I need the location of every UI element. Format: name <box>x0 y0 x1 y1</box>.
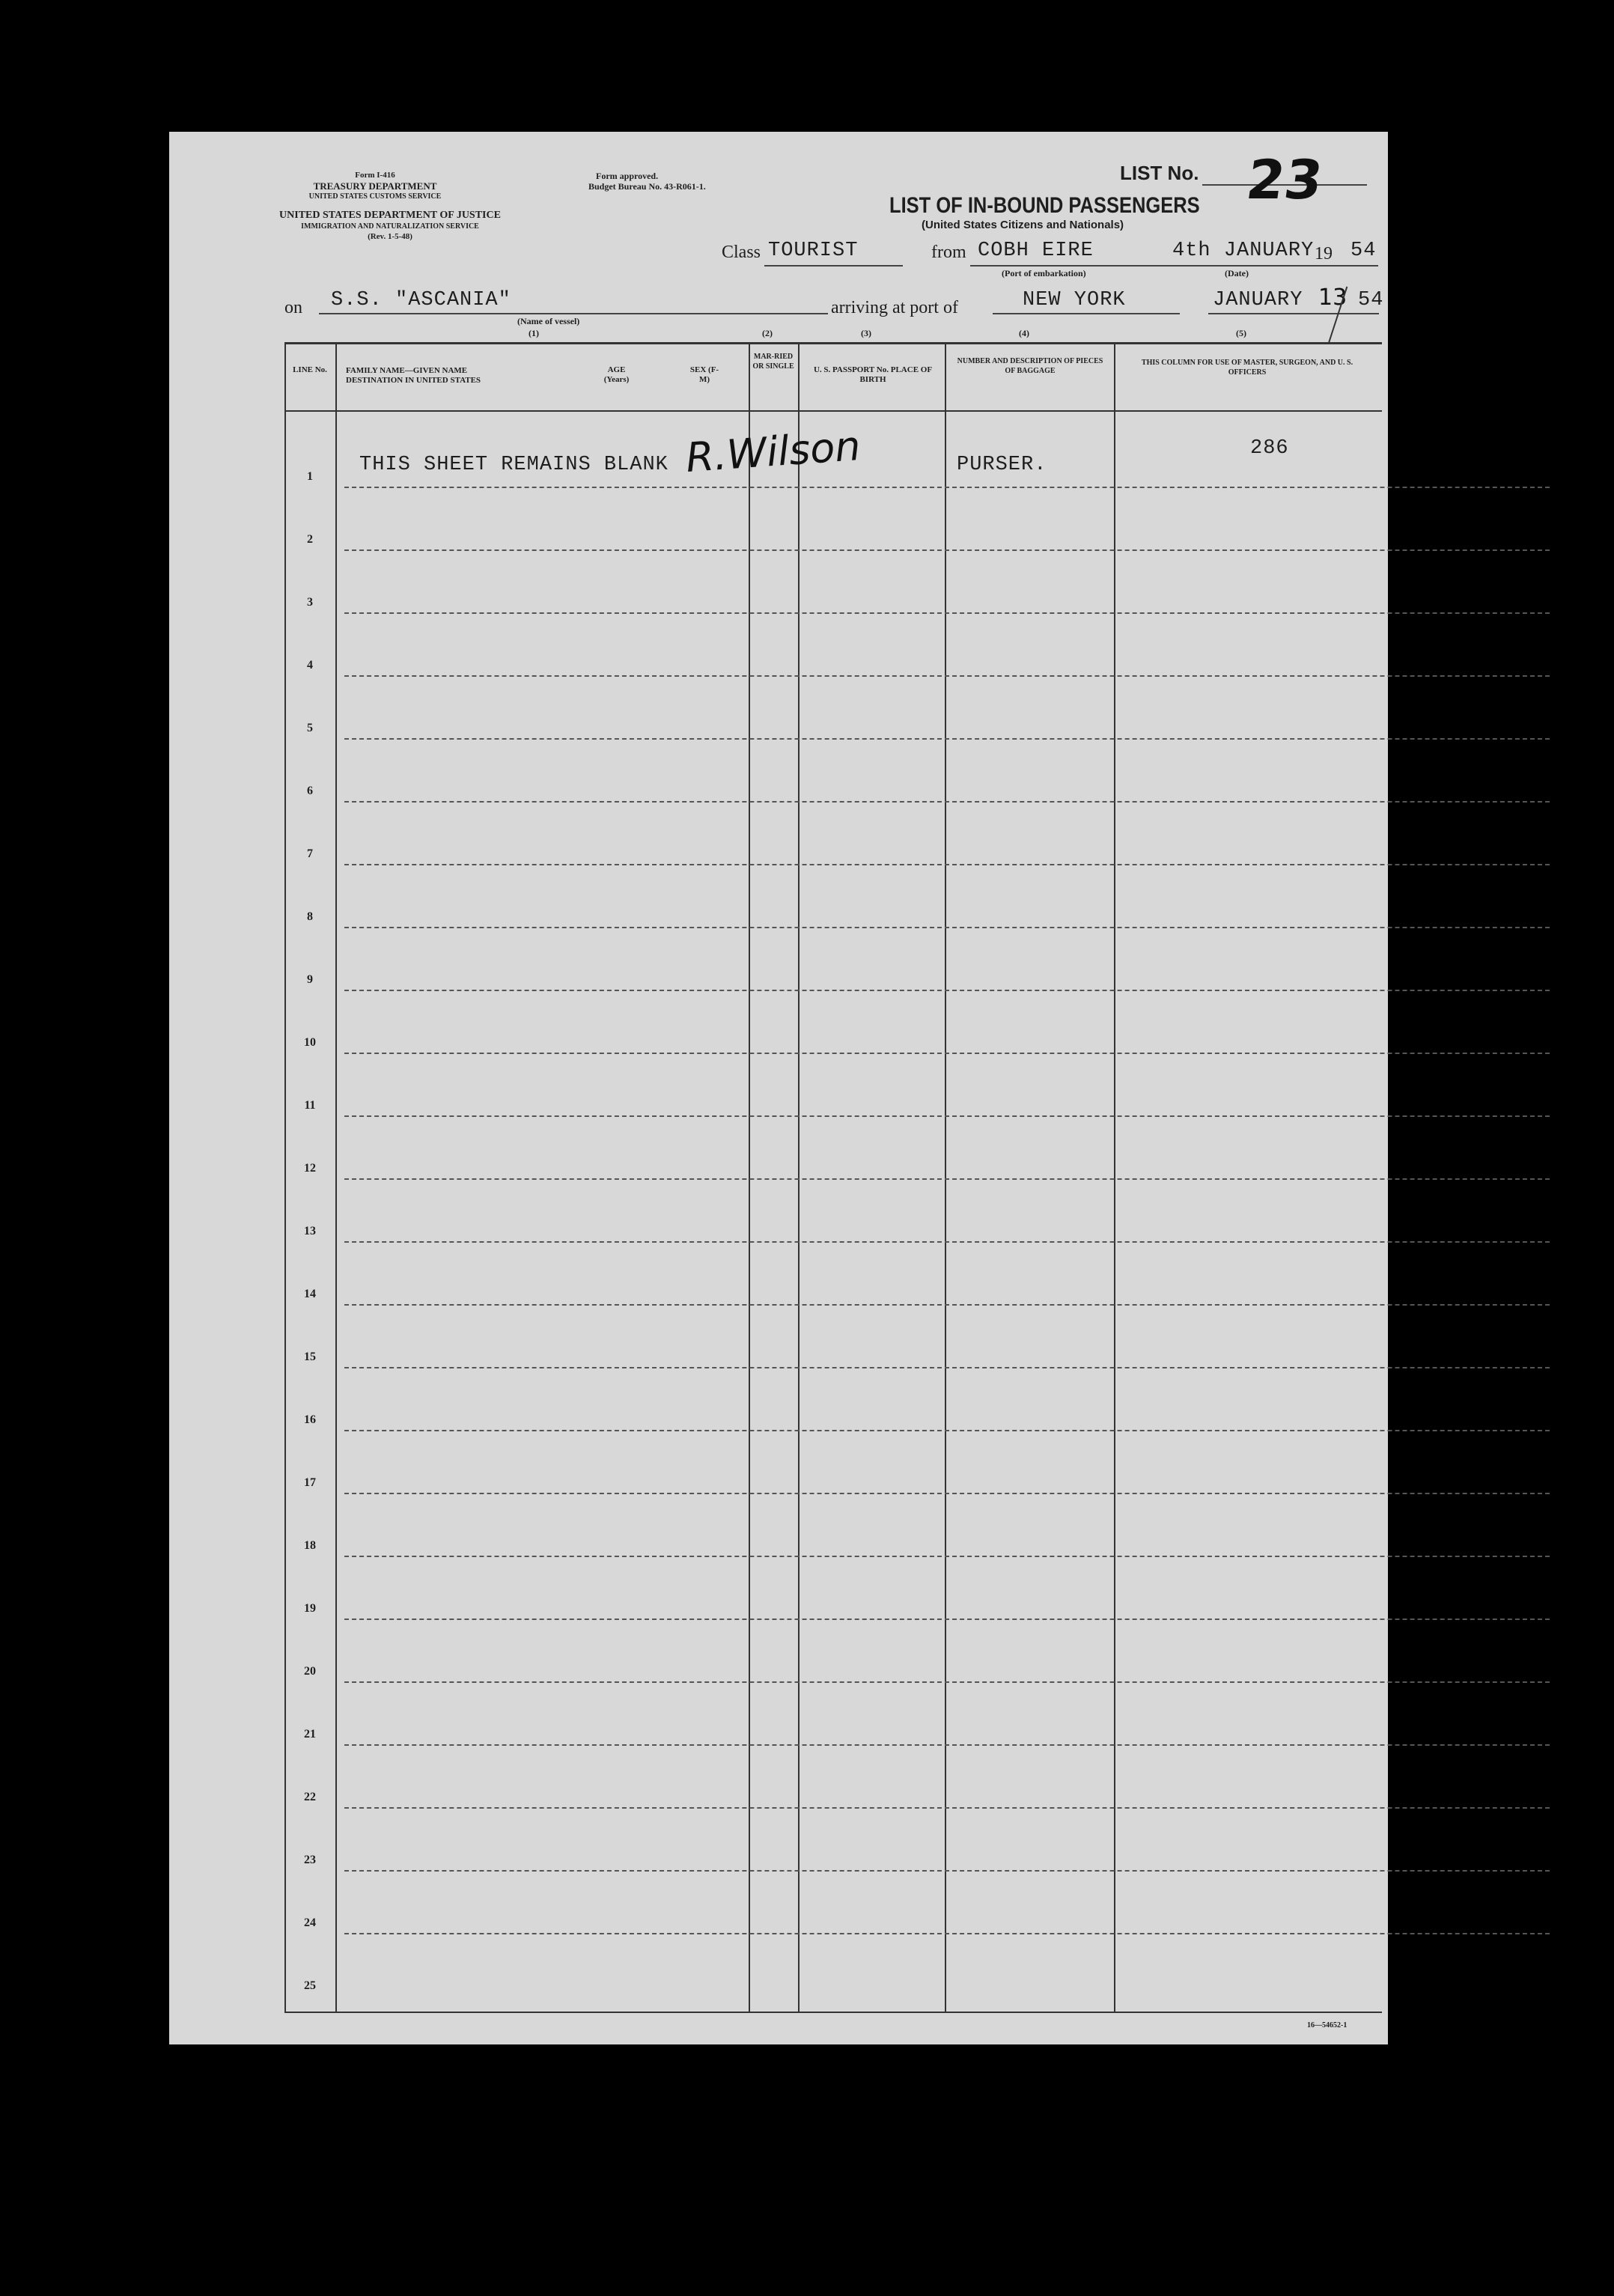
line-number: 21 <box>304 1728 316 1741</box>
line-number: 9 <box>307 973 313 986</box>
table-top-border <box>284 342 1382 344</box>
line-number: 8 <box>307 910 313 923</box>
row-rule <box>344 612 1550 614</box>
line-number: 15 <box>304 1351 316 1363</box>
row-rule <box>344 1178 1550 1180</box>
row-rule <box>344 1115 1550 1117</box>
class-label: Class <box>722 243 761 262</box>
budget-bureau: Budget Bureau No. 43-R061-1. <box>588 181 706 192</box>
purser-signature: R.Wilson <box>684 421 862 482</box>
arrival-port-underline <box>993 313 1180 314</box>
header-married: MAR-RIED OR SINGLE <box>752 353 794 371</box>
line-number: 11 <box>304 1099 316 1112</box>
row-rule <box>344 990 1550 991</box>
officer-rule <box>1116 410 1381 412</box>
line-number: 2 <box>307 533 313 546</box>
column-number-3: (3) <box>861 328 871 338</box>
row-rule <box>344 1681 1550 1683</box>
list-no-label: LIST No. <box>1120 162 1199 184</box>
row-rule <box>344 1430 1550 1431</box>
row-rule <box>344 1053 1550 1054</box>
manifest-sheet <box>169 132 1388 2044</box>
arrival-port: NEW YORK <box>1023 289 1126 311</box>
line-number: 1 <box>307 470 313 483</box>
customs-service: UNITED STATES CUSTOMS SERVICE <box>308 192 442 201</box>
row-rule <box>344 1241 1550 1243</box>
table-left-border <box>284 342 286 2012</box>
page-subtitle: (United States Citizens and Nationals) <box>922 219 1124 231</box>
column-number-4: (4) <box>1019 328 1029 338</box>
year-prefix: 19 <box>1315 244 1333 264</box>
arrival-day: 13 <box>1318 284 1347 311</box>
row-rule <box>344 1807 1550 1809</box>
header-passport: U. S. PASSPORT No. PLACE OF BIRTH <box>813 365 933 384</box>
class-value: TOURIST <box>768 240 859 262</box>
line-number: 17 <box>304 1476 316 1489</box>
arriving-label: arriving at port of <box>831 298 958 317</box>
page-title: LIST OF IN-BOUND PASSENGERS <box>889 193 1200 218</box>
officer-note: 286 <box>1250 437 1289 460</box>
line-number: 16 <box>304 1413 316 1426</box>
row-rule <box>344 1744 1550 1746</box>
column-number-1: (1) <box>529 328 539 338</box>
header-age: AGE (Years) <box>603 365 630 384</box>
line-number: 22 <box>304 1791 316 1803</box>
line-number: 25 <box>304 1979 316 1992</box>
line-number: 12 <box>304 1162 316 1175</box>
row-rule <box>344 864 1550 865</box>
footer-code: 16—54652-1 <box>1307 2021 1347 2029</box>
treasury-dept: TREASURY DEPARTMENT <box>313 180 437 192</box>
line-number: 6 <box>307 785 313 797</box>
vessel-underline <box>319 313 828 314</box>
row-rule <box>344 1493 1550 1494</box>
form-approved: Form approved. <box>596 171 659 181</box>
header-baggage: NUMBER AND DESCRIPTION OF PIECES OF BAGGAGE <box>957 357 1103 375</box>
line-number: 13 <box>304 1225 316 1237</box>
justice-dept: UNITED STATES DEPARTMENT OF JUSTICE <box>279 210 501 221</box>
arrival-year: 54 <box>1358 289 1384 311</box>
row-rule <box>344 675 1550 677</box>
line-number: 14 <box>304 1288 316 1300</box>
line-number: 20 <box>304 1665 316 1678</box>
line-number: 7 <box>307 847 313 860</box>
form-number: Form I-416 <box>355 171 395 180</box>
blank-sheet-note: THIS SHEET REMAINS BLANK <box>359 454 669 476</box>
column-divider <box>945 342 946 2012</box>
vessel-name: S.S. "ASCANIA" <box>331 289 511 311</box>
header-family-name: FAMILY NAME—GIVEN NAME <box>346 366 468 375</box>
row-rule <box>344 1367 1550 1368</box>
row-rule <box>344 801 1550 803</box>
class-underline <box>764 265 903 267</box>
vessel-caption: (Name of vessel) <box>517 316 580 326</box>
port-embark-caption: (Port of embarkation) <box>1002 268 1086 278</box>
column-divider <box>1114 342 1115 2012</box>
row-rule <box>344 1304 1550 1306</box>
row-rule <box>344 1933 1550 1934</box>
ins-service: IMMIGRATION AND NATURALIZATION SERVICE <box>301 222 479 231</box>
line-number: 24 <box>304 1916 316 1929</box>
line-number: 23 <box>304 1854 316 1866</box>
line-number: 10 <box>304 1036 316 1049</box>
revision-date: (Rev. 1-5-48) <box>368 232 412 241</box>
row-rule <box>344 1556 1550 1557</box>
column-number-2: (2) <box>762 328 773 338</box>
column-divider <box>798 342 800 2012</box>
arrival-date-underline <box>1208 313 1379 314</box>
line-number: 19 <box>304 1602 316 1615</box>
row-rule <box>344 1870 1550 1872</box>
column-divider <box>749 342 750 2012</box>
port-embarkation: COBH EIRE <box>978 240 1094 262</box>
date-embarkation: 4th JANUARY <box>1172 240 1315 262</box>
on-label: on <box>284 298 302 317</box>
column-number-5: (5) <box>1236 328 1246 338</box>
line-number: 3 <box>307 596 313 609</box>
column-divider <box>335 342 337 2012</box>
from-label: from <box>931 243 966 262</box>
arrival-month: JANUARY <box>1213 289 1303 311</box>
table-bottom-border <box>284 2012 1382 2013</box>
list-no-value: 23 <box>1243 148 1327 211</box>
year-embarkation: 54 <box>1350 240 1377 262</box>
header-destination: DESTINATION IN UNITED STATES <box>346 376 481 385</box>
row-rule <box>344 549 1550 551</box>
header-sex: SEX (F-M) <box>689 365 719 384</box>
line-number: 4 <box>307 659 313 672</box>
row-rule <box>344 1619 1550 1620</box>
header-line-no: LINE No. <box>293 365 327 374</box>
row-rule <box>344 927 1550 928</box>
line-number: 5 <box>307 722 313 734</box>
line-number: 18 <box>304 1539 316 1552</box>
row-rule <box>344 487 1550 488</box>
header-officers: THIS COLUMN FOR USE OF MASTER, SURGEON, AND U. S. OFFICERS <box>1141 359 1353 377</box>
row-rule <box>344 738 1550 740</box>
purser-title: PURSER. <box>957 454 1047 476</box>
date-underline <box>1169 265 1378 267</box>
date-caption: (Date) <box>1225 268 1249 278</box>
